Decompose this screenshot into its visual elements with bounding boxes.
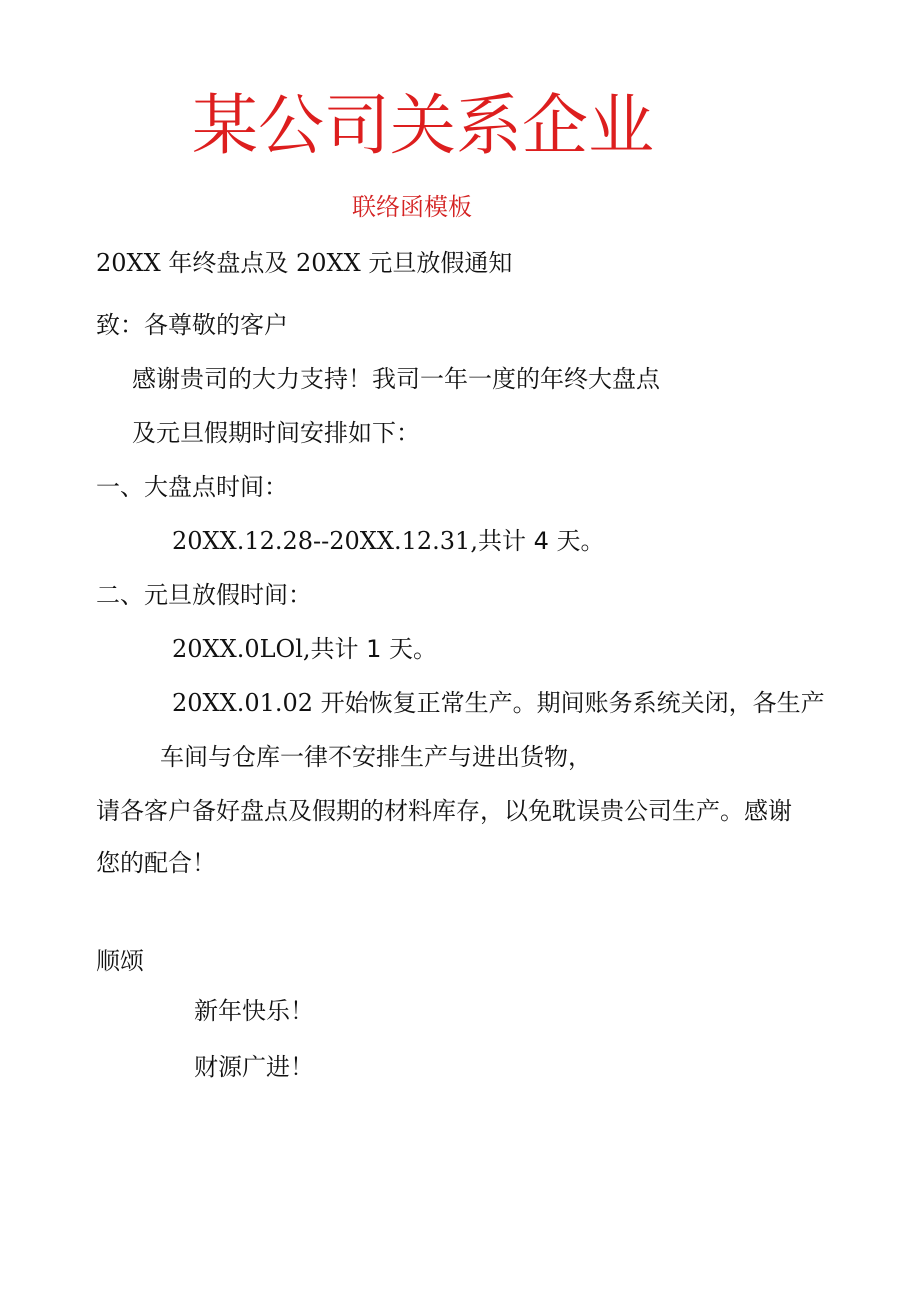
section1-dates-line	[172, 526, 604, 556]
section1-count: 共计 4 天。	[477, 527, 605, 555]
section1-heading: 一、大盘点时间：	[96, 473, 288, 501]
company-title: 某公司关系企业	[192, 87, 654, 164]
resume-text: 开始恢复正常生产。期间账务系统关闭，各生产	[313, 689, 825, 717]
notice-title-end: 元旦放假通知	[360, 249, 513, 277]
section2-heading: 二、元旦放假时间：	[96, 581, 312, 609]
resume-line1	[172, 688, 825, 718]
section2-date-line	[172, 634, 437, 664]
salutation: 致：各尊敬的客户	[96, 311, 288, 339]
closing-wish1: 新年快乐！	[194, 997, 314, 1025]
notice-title-mid: 年终盘点及	[160, 249, 296, 277]
notice-title-year2: 20XX	[295, 249, 361, 277]
notice-title	[96, 248, 512, 278]
template-subtitle: 联络函模板	[352, 193, 472, 221]
paragraph1-line1: 感谢贵司的大力支持！我司一年一度的年终大盘点	[132, 365, 660, 393]
resume-line2: 车间与仓库一律不安排生产与进出货物，	[160, 743, 592, 771]
paragraph1-line2: 及元旦假期时间安排如下：	[132, 419, 420, 447]
request-line2: 您的配合！	[96, 849, 216, 877]
section1-dates: 20XX.12.28--20XX.12.31,	[172, 527, 478, 555]
section2-date: 20XX.0LOl,	[172, 635, 311, 663]
closing-wish2: 财源广进！	[194, 1053, 314, 1081]
resume-date: 20XX.01.02	[172, 689, 314, 717]
section2-count: 共计 1 天。	[310, 635, 438, 663]
closing-regards: 顺颂	[96, 947, 144, 975]
request-line1: 请各客户备好盘点及假期的材料库存，以免耽误贵公司生产。感谢	[96, 797, 792, 825]
notice-title-year1: 20XX	[96, 249, 161, 277]
